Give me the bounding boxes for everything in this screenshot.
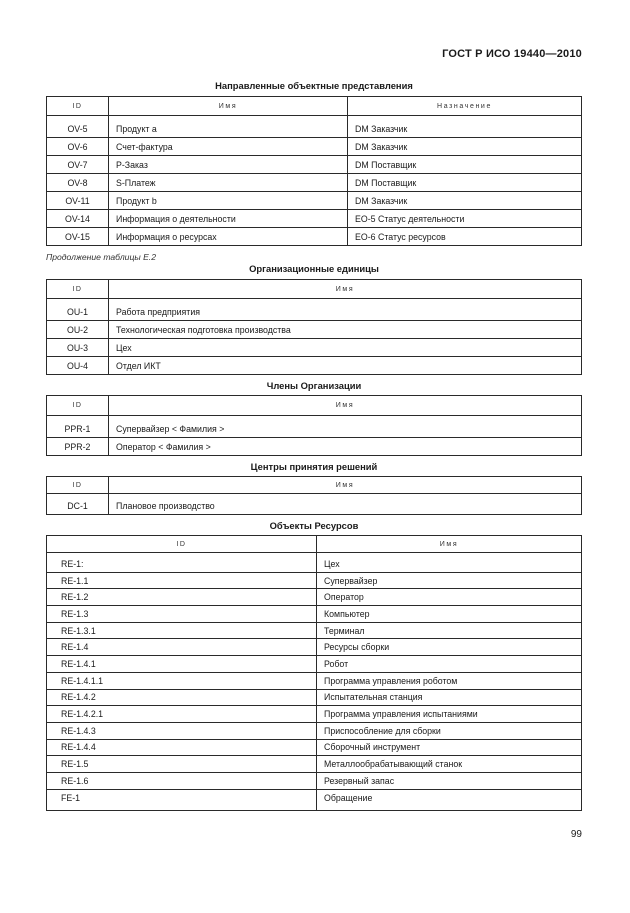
- cell-name: Терминал: [317, 622, 582, 639]
- cell-id: RE-1.4.2.1: [47, 706, 317, 723]
- cell-name: Цех: [109, 339, 582, 357]
- table-header-row: [47, 477, 582, 494]
- org-units-title: Организационные единицы: [249, 263, 379, 274]
- column-header-name: Имя: [109, 280, 582, 299]
- cell-name: Продукт a: [109, 116, 348, 138]
- table-row: [47, 416, 582, 438]
- table-row: [47, 572, 582, 589]
- table-row: [47, 321, 582, 339]
- table-header-row: [47, 396, 582, 416]
- table-row: [47, 622, 582, 639]
- table-row: [47, 494, 582, 515]
- column-header-id: ID: [47, 536, 317, 553]
- column-header-id: ID: [47, 97, 109, 116]
- cell-name: Ресурсы сборки: [317, 639, 582, 656]
- cell-name: Информация о ресурсах: [109, 228, 348, 246]
- column-header-name: Имя: [109, 97, 348, 116]
- cell-name: Информация о деятельности: [109, 210, 348, 228]
- cell-id: RE-1.4.1: [47, 656, 317, 673]
- table-row: [47, 299, 582, 321]
- table-row: [47, 210, 582, 228]
- column-header-id: ID: [47, 477, 109, 494]
- page-content: [46, 0, 582, 811]
- cell-name: Супервайзер: [317, 572, 582, 589]
- org-members-table: [46, 395, 582, 456]
- table-row: [47, 589, 582, 606]
- cell-id: RE-1.4.4: [47, 739, 317, 756]
- cell-name: Сборочный инструмент: [317, 739, 582, 756]
- table-row: [47, 156, 582, 174]
- cell-name: Робот: [317, 656, 582, 673]
- table-row: [47, 606, 582, 623]
- column-header-name: Имя: [109, 396, 582, 416]
- cell-name: Продукт b: [109, 192, 348, 210]
- table-row: [47, 228, 582, 246]
- table-row: [47, 357, 582, 375]
- cell-name: Металлообрабатывающий станок: [317, 756, 582, 773]
- page-number: 99: [570, 829, 582, 840]
- cell-name: Программа управления испытаниями: [317, 706, 582, 723]
- table-row: [47, 138, 582, 156]
- cell-name: Отдел ИКТ: [109, 357, 582, 375]
- cell-name: Р-Заказ: [109, 156, 348, 174]
- cell-id: DC-1: [47, 494, 109, 515]
- cell-id: OV-11: [47, 192, 109, 210]
- cell-id: OU-2: [47, 321, 109, 339]
- cell-purpose: DM Поставщик: [348, 174, 582, 192]
- cell-name: Испытательная станция: [317, 689, 582, 706]
- cell-id: RE-1.4.2: [47, 689, 317, 706]
- cell-id: OV-6: [47, 138, 109, 156]
- cell-purpose: EO-5 Статус деятельности: [348, 210, 582, 228]
- cell-id: FE-1: [47, 789, 317, 811]
- table-row: [47, 438, 582, 456]
- cell-id: RE-1.4.3: [47, 722, 317, 739]
- cell-name: Приспособление для сборки: [317, 722, 582, 739]
- cell-id: OV-8: [47, 174, 109, 192]
- cell-purpose: DM Поставщик: [348, 156, 582, 174]
- table-row: [47, 722, 582, 739]
- table-row: [47, 639, 582, 656]
- cell-id: OU-1: [47, 299, 109, 321]
- cell-id: RE-1.5: [47, 756, 317, 773]
- table-header-row: [47, 97, 582, 116]
- decision-centres-table: [46, 476, 582, 515]
- cell-name: Счет-фактура: [109, 138, 348, 156]
- cell-id: RE-1.4: [47, 639, 317, 656]
- cell-id: OV-15: [47, 228, 109, 246]
- cell-id: RE-1.3.1: [47, 622, 317, 639]
- cell-name: Оператор < Фамилия >: [109, 438, 582, 456]
- cell-id: RE-1:: [47, 553, 317, 573]
- cell-name: Плановое производство: [109, 494, 582, 515]
- document-header: ГОСТ Р ИСО 19440—2010: [442, 48, 582, 60]
- resource-objects-table: [46, 535, 582, 811]
- cell-id: OV-5: [47, 116, 109, 138]
- cell-name: Компьютер: [317, 606, 582, 623]
- cell-id: PPR-2: [47, 438, 109, 456]
- table-header-row: [47, 536, 582, 553]
- cell-id: RE-1.4.1.1: [47, 672, 317, 689]
- cell-purpose: EO-6 Статус ресурсов: [348, 228, 582, 246]
- cell-name: Обращение: [317, 789, 582, 811]
- decision-centres-title: Центры принятия решений: [250, 461, 378, 472]
- cell-name: Супервайзер < Фамилия >: [109, 416, 582, 438]
- column-header-name: Имя: [317, 536, 582, 553]
- resource-objects-title: Объекты Ресурсов: [269, 520, 359, 531]
- table-row: [47, 116, 582, 138]
- cell-name: Оператор: [317, 589, 582, 606]
- cell-id: RE-1.1: [47, 572, 317, 589]
- column-header-name: Имя: [109, 477, 582, 494]
- cell-id: RE-1.6: [47, 772, 317, 789]
- cell-id: OU-3: [47, 339, 109, 357]
- cell-id: OV-7: [47, 156, 109, 174]
- column-header-id: ID: [47, 396, 109, 416]
- table-row: [47, 553, 582, 573]
- cell-id: OU-4: [47, 357, 109, 375]
- cell-name: Программа управления роботом: [317, 672, 582, 689]
- cell-id: OV-14: [47, 210, 109, 228]
- directed-views-title: Направленные объектные представления: [215, 80, 413, 91]
- cell-name: Технологическая подготовка производства: [109, 321, 582, 339]
- table-row: [47, 739, 582, 756]
- table-header-row: [47, 280, 582, 299]
- table-row: [47, 706, 582, 723]
- cell-name: Работа предприятия: [109, 299, 582, 321]
- table-row: [47, 689, 582, 706]
- directed-views-table: [46, 96, 582, 246]
- table-row: [47, 772, 582, 789]
- table-row: [47, 672, 582, 689]
- table-row: [47, 339, 582, 357]
- column-header-id: ID: [47, 280, 109, 299]
- cell-name: Цех: [317, 553, 582, 573]
- cell-purpose: DM Заказчик: [348, 192, 582, 210]
- table-row: [47, 656, 582, 673]
- org-units-table: [46, 279, 582, 375]
- table-continuation-label: Продолжение таблицы Е.2: [46, 252, 156, 262]
- cell-id: RE-1.3: [47, 606, 317, 623]
- cell-purpose: DM Заказчик: [348, 138, 582, 156]
- table-row: [47, 174, 582, 192]
- cell-name: Резервный запас: [317, 772, 582, 789]
- column-header-purpose: Назначение: [348, 97, 582, 116]
- org-members-title: Члены Организации: [266, 380, 362, 391]
- cell-id: RE-1.2: [47, 589, 317, 606]
- table-row: [47, 789, 582, 811]
- cell-purpose: DM Заказчик: [348, 116, 582, 138]
- cell-id: PPR-1: [47, 416, 109, 438]
- table-row: [47, 192, 582, 210]
- cell-name: S-Платеж: [109, 174, 348, 192]
- table-row: [47, 756, 582, 773]
